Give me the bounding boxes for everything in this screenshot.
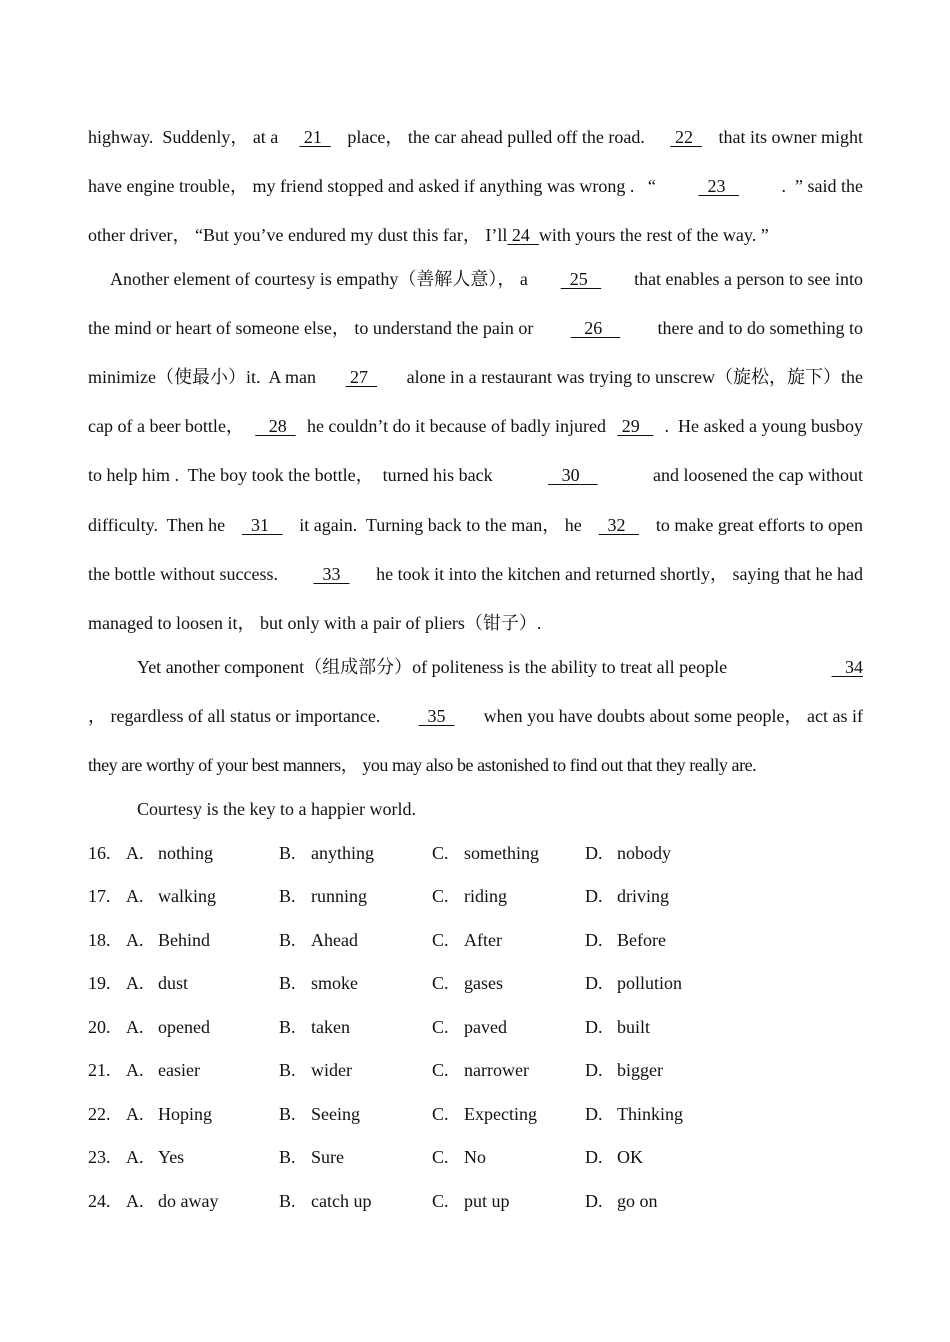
option-b[interactable]: B. Sure (279, 1147, 344, 1167)
blank-21[interactable]: 21 (299, 127, 331, 147)
option-a[interactable]: A. do away (126, 1191, 219, 1211)
option-d[interactable]: D. go on (585, 1191, 658, 1211)
option-d[interactable]: D. built (585, 1017, 651, 1037)
question-18 (88, 929, 788, 951)
question-number: 18. (88, 930, 111, 950)
option-a[interactable]: A. easier (126, 1060, 200, 1080)
option-d[interactable]: D. driving (585, 886, 669, 906)
passage-line-15: Courtesy is the key to a happier world. (137, 799, 416, 819)
passage-line-3: other driver， “But you’ve endured my dust this far， I’ll 24 with yours the rest of the way. ” (88, 225, 769, 245)
blank-26[interactable]: 26 (570, 318, 621, 338)
option-c[interactable]: C. gases (432, 973, 503, 993)
question-number: 24. (88, 1191, 111, 1211)
option-b[interactable]: B. catch up (279, 1191, 372, 1211)
blank-29[interactable]: 29 (617, 416, 654, 436)
option-a[interactable]: A. opened (126, 1017, 210, 1037)
option-a[interactable]: A. walking (126, 886, 216, 906)
passage-line-8: to help him . The boy took the bottle， turned his back 30 and loosened the cap without (88, 465, 863, 485)
blank-25[interactable]: 25 (560, 269, 602, 289)
question-number: 22. (88, 1104, 111, 1124)
passage-line-10: the bottle without success. 33 he took it into the kitchen and returned shortly， saying that he had (88, 564, 863, 584)
question-22 (88, 1103, 788, 1125)
passage-line-4: Another element of courtesy is empathy（善解人意）， a 25 that enables a person to see into (110, 269, 863, 289)
blank-34[interactable]: 34 (831, 657, 863, 677)
passage-line-6: minimize（使最小）it. A man 27 alone in a restaurant was trying to unscrew（旋松，旋下）the (88, 367, 863, 387)
blank-35[interactable]: 35 (418, 706, 455, 726)
question-number: 23. (88, 1147, 111, 1167)
blank-23[interactable]: 23 (698, 176, 739, 196)
blank-30[interactable]: 30 (548, 465, 598, 485)
option-a[interactable]: A. dust (126, 973, 189, 993)
passage-line-13: ， regardless of all status or importance. 35 when you have doubts about some people， act as if (88, 706, 863, 726)
question-number: 21. (88, 1060, 111, 1080)
option-d[interactable]: D. nobody (585, 843, 671, 863)
option-b[interactable]: B. Ahead (279, 930, 358, 950)
question-number: 17. (88, 886, 111, 906)
option-b[interactable]: B. wider (279, 1060, 352, 1080)
option-a[interactable]: A. Hoping (126, 1104, 212, 1124)
option-b[interactable]: B. running (279, 886, 367, 906)
question-19 (88, 972, 788, 994)
question-24 (88, 1190, 788, 1212)
blank-24[interactable]: 24 (507, 225, 539, 245)
passage-line-5: the mind or heart of someone else， to understand the pain or 26 there and to do something to (88, 318, 863, 338)
blank-22[interactable]: 22 (670, 127, 702, 147)
option-b[interactable]: B. anything (279, 843, 374, 863)
passage-line-11: managed to loosen it， but only with a pair of pliers（钳子）. (88, 613, 542, 633)
option-d[interactable]: D. bigger (585, 1060, 663, 1080)
question-20 (88, 1016, 788, 1038)
option-c[interactable]: C. riding (432, 886, 507, 906)
blank-32[interactable]: 32 (598, 515, 640, 535)
option-b[interactable]: B. smoke (279, 973, 358, 993)
option-d[interactable]: D. pollution (585, 973, 683, 993)
option-d[interactable]: D. Thinking (585, 1104, 683, 1124)
passage-line-14: they are worthy of your best manners， you may also be astonished to find out that they really are. (88, 755, 757, 775)
option-b[interactable]: B. Seeing (279, 1104, 360, 1124)
blank-31[interactable]: 31 (241, 515, 283, 535)
passage-line-9: difficulty. Then he 31 it again. Turning back to the man， he 32 to make great efforts to open (88, 515, 863, 535)
question-17 (88, 885, 788, 907)
question-number: 19. (88, 973, 111, 993)
option-b[interactable]: B. taken (279, 1017, 350, 1037)
option-d[interactable]: D. Before (585, 930, 666, 950)
question-16 (88, 842, 788, 864)
option-c[interactable]: C. No (432, 1147, 486, 1167)
option-c[interactable]: C. Expecting (432, 1104, 537, 1124)
passage-line-12: Yet another component（组成部分）of politeness is the ability to treat all people 34 (137, 657, 863, 677)
option-c[interactable]: C. something (432, 843, 539, 863)
question-23 (88, 1146, 788, 1168)
option-c[interactable]: C. put up (432, 1191, 510, 1211)
blank-33[interactable]: 33 (313, 564, 350, 584)
option-c[interactable]: C. narrower (432, 1060, 529, 1080)
passage-line-1: highway. Suddenly， at a 21 place， the car ahead pulled off the road. 22 that its owner might (88, 127, 863, 147)
option-d[interactable]: D. OK (585, 1147, 643, 1167)
option-c[interactable]: C. paved (432, 1017, 507, 1037)
option-a[interactable]: A. nothing (126, 843, 214, 863)
option-a[interactable]: A. Yes (126, 1147, 185, 1167)
passage-line-2: have engine trouble， my friend stopped and asked if anything was wrong . “ 23 . ” said the (88, 176, 863, 196)
question-21 (88, 1059, 788, 1081)
question-number: 16. (88, 843, 111, 863)
option-c[interactable]: C. After (432, 930, 502, 950)
blank-27[interactable]: 27 (345, 367, 378, 387)
blank-28[interactable]: 28 (255, 416, 296, 436)
option-a[interactable]: A. Behind (126, 930, 210, 950)
passage-line-7: cap of a beer bottle， 28 he couldn’t do it because of badly injured 29 . He asked a young busboy (88, 416, 863, 436)
question-number: 20. (88, 1017, 111, 1037)
